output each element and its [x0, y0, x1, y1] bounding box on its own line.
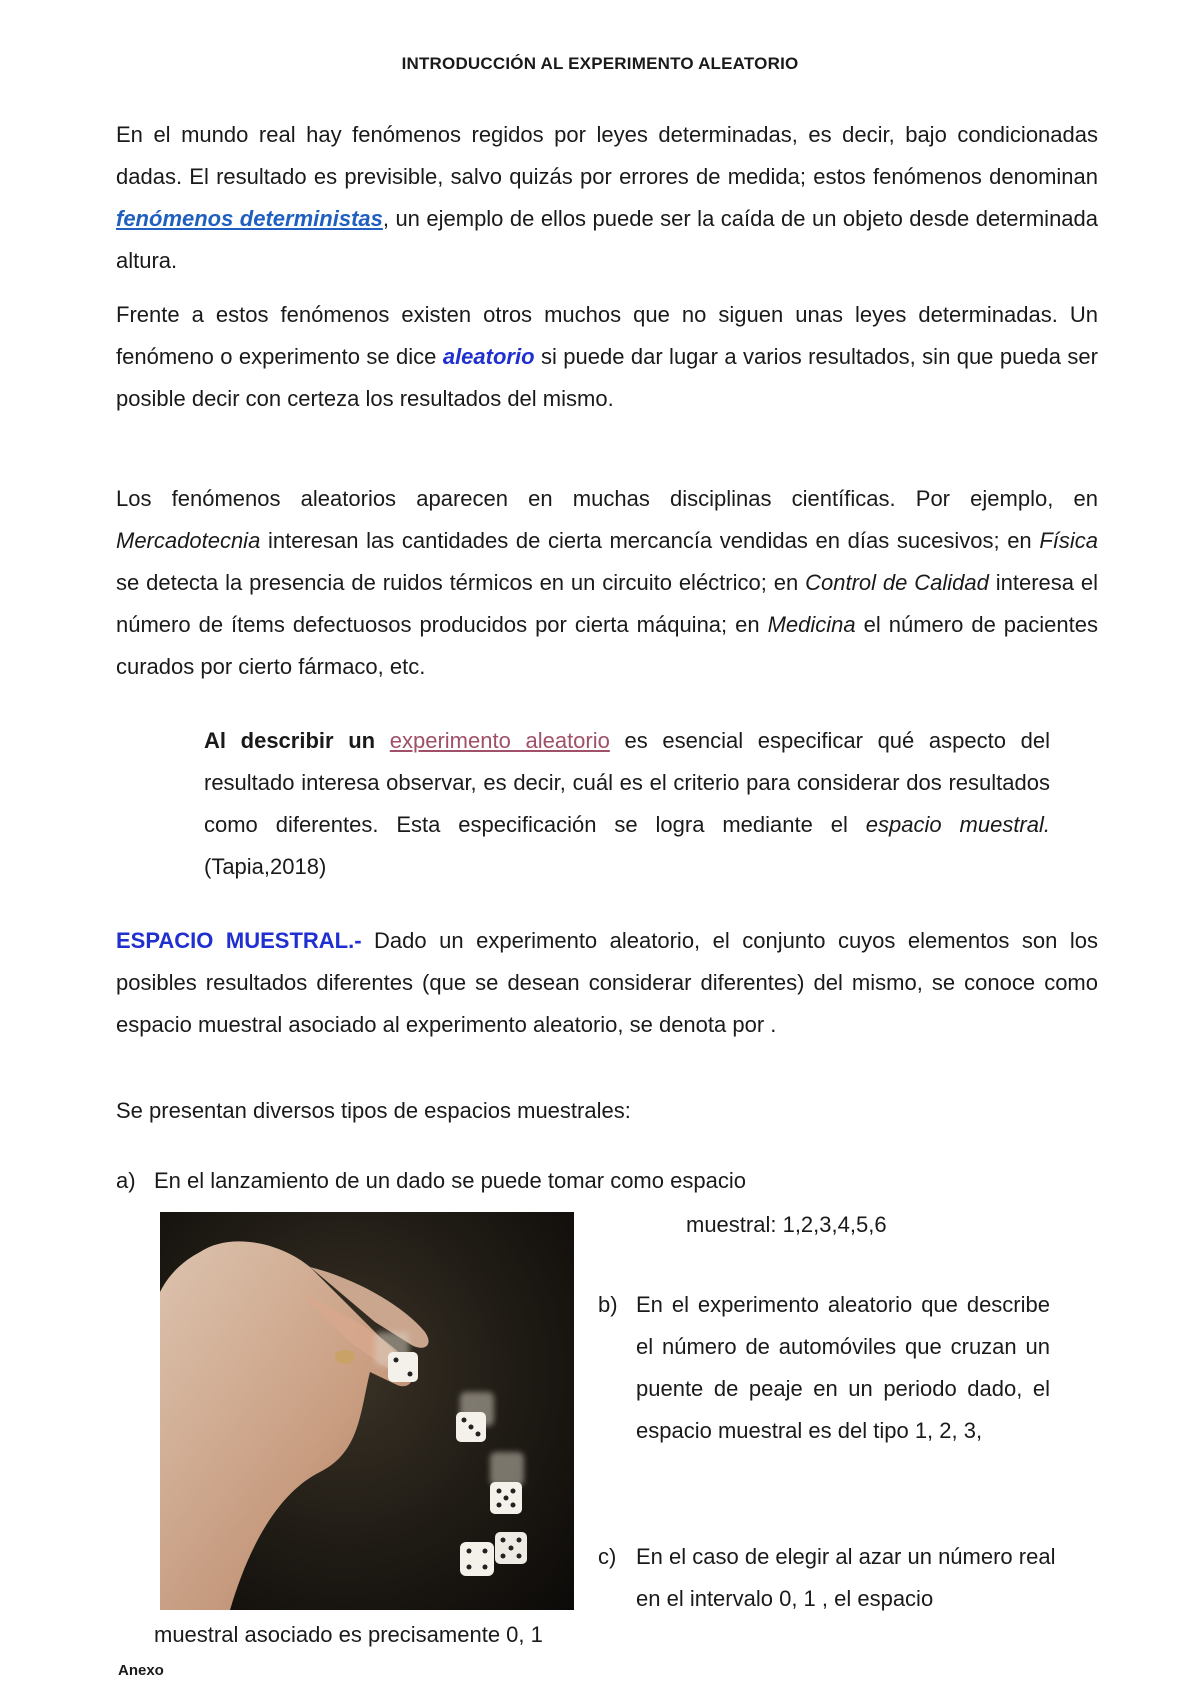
- list-marker-c: c): [598, 1544, 617, 1569]
- text: el número de pacientes curados por cierto fármaco, etc.: [116, 612, 1098, 679]
- list-item-a: En el lanzamiento de un dado se puede tomar como espacio: [154, 1168, 746, 1193]
- text: interesa el número de ítems defectuosos producidos por cierta máquina; en: [116, 570, 1098, 637]
- list-marker-a: a): [116, 1168, 136, 1193]
- italic-term: Medicina: [767, 612, 856, 637]
- text: En el mundo real hay fenómenos regidos por leyes determinadas, es decir, bajo condicionadas dadas. El resultado es previsible, salvo quizás por errores de medida; estos fenómenos denominan: [116, 122, 1098, 189]
- footer-label: Anexo: [118, 1662, 164, 1679]
- italic-term: Física: [1039, 528, 1098, 553]
- paragraph-tipos: Se presentan diversos tipos de espacios muestrales:: [116, 1098, 631, 1123]
- keyword-aleatorio: aleatorio: [442, 344, 535, 369]
- paragraph-disciplinas: [116, 478, 1098, 688]
- italic-term: Mercadotecnia: [116, 528, 261, 553]
- paragraph-aleatorio: [116, 294, 1098, 420]
- section-heading: ESPACIO MUESTRAL.-: [116, 928, 362, 953]
- text: es esencial especificar qué aspecto del resultado interesa observar, es decir, cuál es el criterio para considerar dos resultados como diferentes. Esta especificación se logra mediante el: [204, 728, 1050, 837]
- paragraph-deterministas: [116, 114, 1098, 282]
- hand-dice-illustration: [160, 1212, 574, 1610]
- list-marker-b: b): [598, 1292, 618, 1317]
- bold-text: Al describir un: [204, 728, 390, 753]
- text: Los fenómenos aleatorios aparecen en muchas disciplinas científicas. Por ejemplo, en: [116, 486, 1098, 511]
- text: si puede dar lugar a varios resultados, sin que pueda ser posible decir con certeza los resultados del mismo.: [116, 344, 1098, 411]
- paragraph-espacio-muestral: [116, 920, 1098, 1046]
- list-item-b: En el experimento aleatorio que describe el número de automóviles que cruzan un puente de peaje en un periodo dado, el espacio muestral es del tipo 1, 2, 3,: [636, 1292, 1050, 1443]
- text: Frente a estos fenómenos existen otros muchos que no siguen unas leyes determinadas. Un fenómeno o experimento se dice: [116, 302, 1098, 369]
- text: Dado un experimento aleatorio, el conjunto cuyos elementos son los posibles resultados diferentes (que se desean considerar diferentes) del mismo, se conoce como espacio muestral asociado al experimento aleatorio, se denota por .: [116, 928, 1099, 1037]
- list-item-c-cont: muestral asociado es precisamente 0, 1: [154, 1622, 543, 1647]
- block-quote: [204, 720, 1050, 888]
- italic-term: espacio muestral.: [865, 812, 1050, 837]
- link-experimento-aleatorio[interactable]: experimento aleatorio: [389, 728, 610, 753]
- link-fenomenos-deterministas[interactable]: fenómenos deterministas: [116, 206, 383, 231]
- list-item-a-cont: muestral: 1,2,3,4,5,6: [686, 1212, 887, 1237]
- text: se detecta la presencia de ruidos térmicos en un circuito eléctrico; en: [116, 570, 806, 595]
- list-item-c: En el caso de elegir al azar un número real en el intervalo 0, 1 , el espacio: [636, 1544, 1056, 1611]
- page-title: INTRODUCCIÓN AL EXPERIMENTO ALEATORIO: [401, 54, 799, 73]
- citation: (Tapia,2018): [204, 854, 327, 879]
- text: interesan las cantidades de cierta mercancía vendidas en días sucesivos; en: [260, 528, 1040, 553]
- photo-hand-dice: [160, 1212, 574, 1610]
- italic-term: Control de Calidad: [805, 570, 989, 595]
- text: , un ejemplo de ellos puede ser la caída de un objeto desde determinada altura.: [116, 206, 1099, 273]
